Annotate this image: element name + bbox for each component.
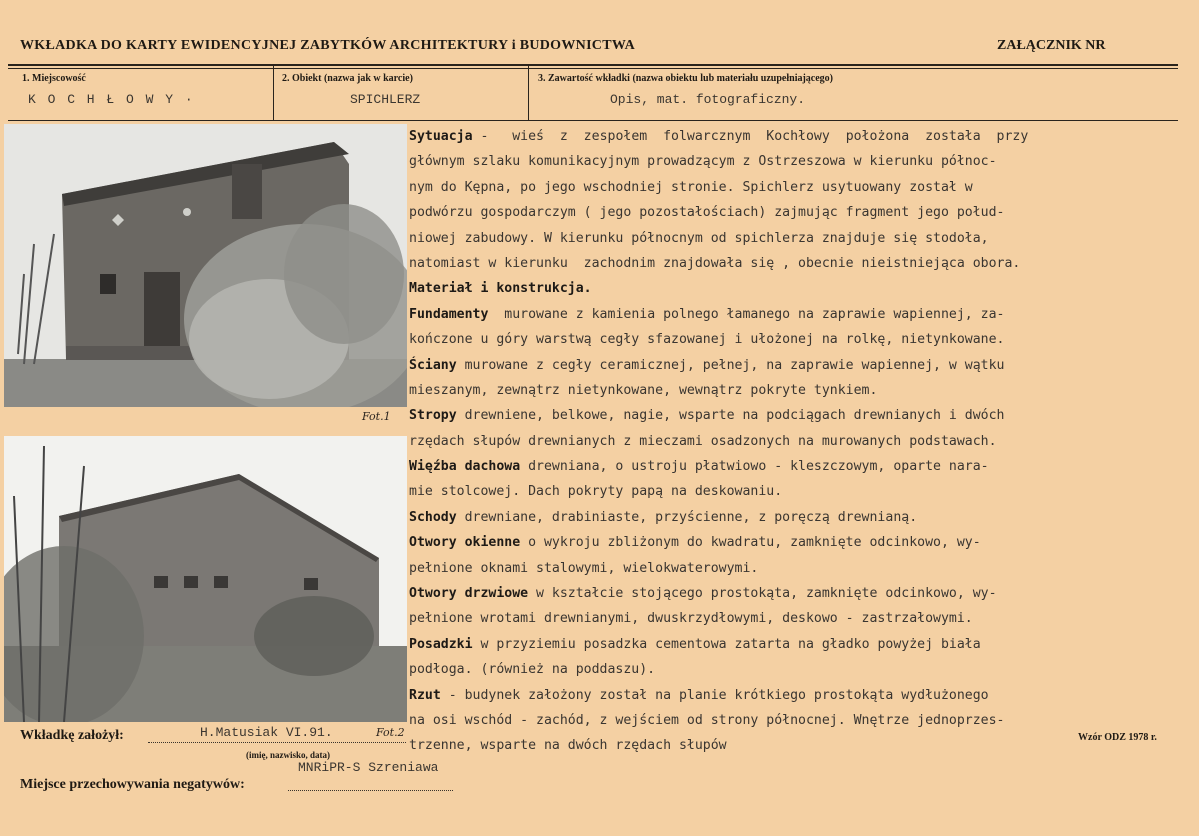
top-rule-thin bbox=[8, 68, 1178, 69]
field-label-locality: 1. Miejscowość bbox=[22, 73, 86, 84]
top-rule bbox=[8, 64, 1178, 66]
description-body: trzenne, wsparte na dwóch rzędach słupów bbox=[409, 738, 727, 754]
founder-value: H.Matusiak VI.91. bbox=[200, 725, 333, 740]
description-heading: Rzut bbox=[409, 687, 441, 703]
description-line bbox=[409, 429, 1184, 454]
description-line bbox=[409, 403, 1184, 428]
field-divider-2 bbox=[528, 66, 529, 120]
description-body: rzędach słupów drewnianych z mieczami osadzonych na murowanych podstawach. bbox=[409, 433, 997, 449]
description-body: pełnione oknami stalowymi, wielokwaterowymi. bbox=[409, 560, 759, 576]
description-line bbox=[409, 149, 1184, 174]
description-body: murowane z kamienia polnego łamanego na zaprawie wapiennej, za- bbox=[488, 306, 1005, 322]
founder-label: Wkładkę założył: bbox=[20, 728, 124, 743]
description-body: murowane z cegły ceramicznej, pełnej, na zaprawie wapiennej, w wątku bbox=[456, 357, 1005, 373]
description-text bbox=[409, 124, 1184, 759]
photo-granary-1 bbox=[4, 124, 407, 407]
description-heading: Otwory okienne bbox=[409, 535, 521, 551]
fields-bottom-rule bbox=[8, 120, 1178, 121]
description-line bbox=[409, 606, 1184, 631]
field-label-contents: 3. Zawartość wkładki (nazwa obiektu lub materiału uzupełniającego) bbox=[538, 73, 834, 84]
description-line bbox=[409, 251, 1184, 276]
description-body: w przyziemiu posadzka cementowa zatarta na gładko powyżej biała bbox=[472, 636, 981, 652]
description-line bbox=[409, 327, 1184, 352]
description-body: podwórzu gospodarczym ( jego pozostałościach) zajmując fragment jego połud- bbox=[409, 205, 1005, 221]
storage-label: Miejsce przechowywania negatywów: bbox=[20, 777, 245, 792]
description-line bbox=[409, 657, 1184, 682]
description-body: mieszanym, zewnątrz nietynkowane, wewnątrz pokryte tynkiem. bbox=[409, 382, 878, 398]
description-line bbox=[409, 708, 1184, 733]
photo-2-caption: Fot.2 bbox=[376, 726, 405, 739]
field-value-locality: K O C H Ł O W Y · bbox=[28, 92, 195, 107]
description-heading: Materiał i konstrukcja. bbox=[409, 281, 592, 297]
description-line bbox=[409, 556, 1184, 581]
photo-granary-2 bbox=[4, 436, 407, 722]
description-body: drewniane, drabiniaste, przyścienne, z poręczą drewnianą. bbox=[456, 509, 918, 525]
description-heading: Otwory drzwiowe bbox=[409, 586, 529, 602]
founder-dotted-line bbox=[148, 742, 406, 743]
description-heading: Schody bbox=[409, 509, 457, 525]
description-body: drewniene, belkowe, nagie, wsparte na podciągach drewnianych i dwóch bbox=[456, 408, 1005, 424]
description-body: drewniana, o ustroju płatwiowo - kleszczowym, oparte nara- bbox=[520, 459, 989, 475]
description-line bbox=[409, 353, 1184, 378]
storage-dotted-line bbox=[288, 790, 453, 791]
photo-granary-2-image bbox=[4, 436, 407, 722]
description-heading: Więźba dachowa bbox=[409, 459, 521, 475]
description-body: natomiast w kierunku zachodnim znajdowała się , obecnie nieistniejąca obora. bbox=[409, 255, 1021, 271]
description-body: głównym szlaku komunikacyjnym prowadzącym z Ostrzeszowa w kierunku północ- bbox=[409, 154, 997, 170]
description-line bbox=[409, 226, 1184, 251]
description-body: mie stolcowej. Dach pokryty papą na deskowaniu. bbox=[409, 484, 783, 500]
field-value-contents: Opis, mat. fotograficzny. bbox=[610, 92, 806, 107]
description-body: - budynek założony został na planie krótkiego prostokąta wydłużonego bbox=[440, 687, 989, 703]
field-divider-1 bbox=[273, 66, 274, 120]
description-line bbox=[409, 175, 1184, 200]
photo-granary-1-image bbox=[4, 124, 407, 407]
description-body: - wieś z zespołem folwarcznym Kochłowy położona została przy bbox=[472, 129, 1029, 144]
description-heading: Stropy bbox=[409, 408, 457, 424]
description-heading: Fundamenty bbox=[409, 306, 489, 322]
description-heading: Posadzki bbox=[409, 636, 473, 652]
description-line bbox=[409, 454, 1184, 479]
card-title: WKŁADKA DO KARTY EWIDENCYJNEJ ZABYTKÓW ARCHITEKTURY i BUDOWNICTWA bbox=[20, 38, 636, 53]
description-line bbox=[409, 632, 1184, 657]
description-heading: Sytuacja bbox=[409, 129, 473, 144]
form-code: Wzór ODZ 1978 r. bbox=[1078, 732, 1157, 743]
description-line bbox=[409, 302, 1184, 327]
description-body: podłoga. (również na poddaszu). bbox=[409, 662, 656, 678]
description-line bbox=[409, 733, 1184, 758]
description-body: na osi wschód - zachód, z wejściem od strony północnej. Wnętrze jednoprzes- bbox=[409, 712, 1005, 728]
description-body: nym do Kępna, po jego wschodniej stronie. Spichlerz usytuowany został w bbox=[409, 179, 973, 195]
field-value-object: SPICHLERZ bbox=[350, 92, 421, 107]
description-body: niowej zabudowy. W kierunku północnym od spichlerza znajduje się stodoła, bbox=[409, 230, 989, 246]
storage-value: MNRiPR-S Szreniawa bbox=[298, 760, 439, 775]
description-line bbox=[409, 530, 1184, 555]
description-line bbox=[409, 276, 1184, 301]
founder-hint: (imię, nazwisko, data) bbox=[246, 750, 330, 760]
description-line bbox=[409, 683, 1184, 708]
description-body: w kształcie stojącego prostokąta, zamknięte odcinkowo, wy- bbox=[528, 586, 997, 602]
description-heading: Ściany bbox=[409, 357, 457, 373]
annex-number: ZAŁĄCZNIK NR bbox=[997, 38, 1106, 53]
description-line bbox=[409, 124, 1184, 149]
description-line bbox=[409, 200, 1184, 225]
field-label-object: 2. Obiekt (nazwa jak w karcie) bbox=[282, 73, 413, 84]
description-line bbox=[409, 505, 1184, 530]
description-line bbox=[409, 378, 1184, 403]
description-body: pełnione wrotami drewnianymi, dwuskrzydłowymi, deskowo - zastrzałowymi. bbox=[409, 611, 973, 627]
photo-1-caption: Fot.1 bbox=[362, 410, 391, 423]
description-line bbox=[409, 479, 1184, 504]
description-body: o wykroju zbliżonym do kwadratu, zamknięte odcinkowo, wy- bbox=[520, 535, 981, 551]
description-body: kończone u góry warstwą cegły sfazowanej i ułożonej na rolkę, nietynkowane. bbox=[409, 332, 1005, 348]
description-line bbox=[409, 581, 1184, 606]
